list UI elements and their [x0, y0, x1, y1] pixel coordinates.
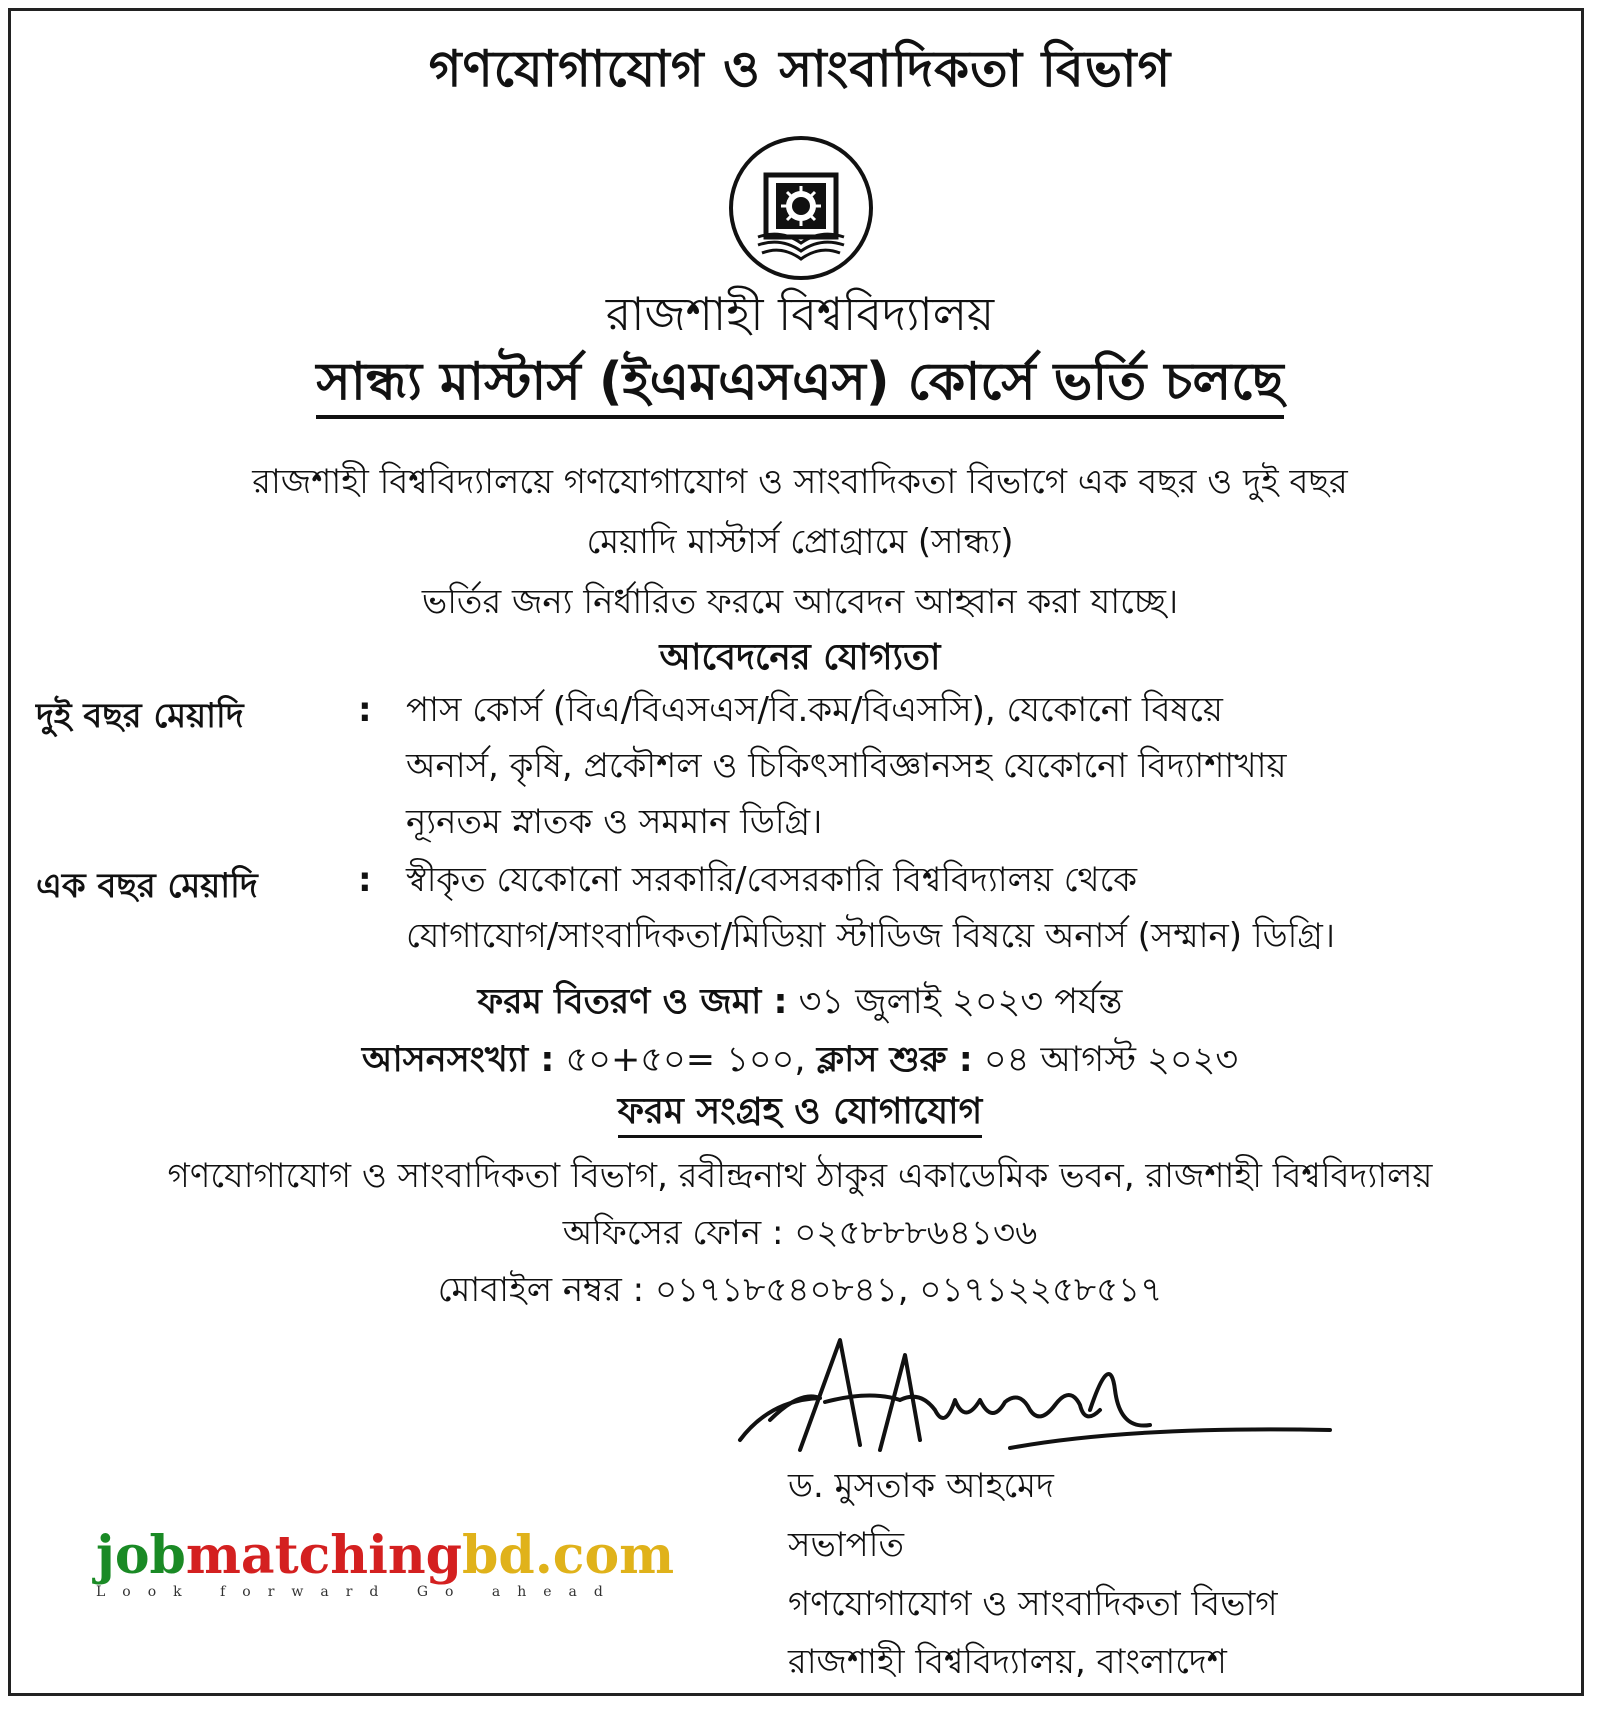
- class-start-label: ক্লাস শুরু :: [816, 1040, 973, 1080]
- watermark-wordmark: [96, 1525, 675, 1586]
- contact-address: গণযোগাযোগ ও সাংবাদিকতা বিভাগ, রবীন্দ্রনাথ ঠাকুর একাডেমিক ভবন, রাজশাহী বিশ্ববিদ্যালয়: [167, 1156, 1433, 1196]
- signatory-name: ড. মুসতাক আহমেদ: [788, 1466, 1054, 1506]
- watermark-part-2: matching: [185, 1525, 462, 1586]
- two-year-colon: :: [358, 690, 372, 730]
- mobile-numbers: ০১৭১৮৫৪০৮৪১, ০১৭১২২৫৮৫১৭: [654, 1270, 1163, 1310]
- requirement-line: স্বীকৃত যেকোনো সরকারি/বেসরকারি বিশ্ববিদ্যালয় থেকে: [406, 860, 1138, 900]
- requirement-line: যোগাযোগ/সাংবাদিকতা/মিডিয়া স্টাডিজ বিষয়ে অনার্স (সম্মান) ডিগ্রি।: [406, 916, 1335, 956]
- requirement-line: অনার্স, কৃষি, প্রকৌশল ও চিকিৎসাবিজ্ঞানসহ যেকোনো বিদ্যাশাখায়: [406, 746, 1287, 786]
- seats-value: ৫০+৫০= ১০০,: [565, 1040, 806, 1080]
- eligibility-title: আবেদনের যোগ্যতা: [659, 637, 941, 678]
- form-distribution-label: ফরম বিতরণ ও জমা :: [477, 982, 788, 1022]
- class-start-date: ০৪ আগস্ট ২০২৩: [983, 1040, 1239, 1080]
- admission-headline: [0, 352, 1600, 419]
- two-year-label: দুই বছর মেয়াদি: [36, 696, 244, 736]
- intro-line-3: ভর্তির জন্য নির্ধারিত ফরমে আবেদন আহ্বান করা যাচ্ছে।: [421, 582, 1179, 622]
- form-distribution-line: [0, 974, 1600, 1033]
- two-year-requirements: [406, 682, 1566, 850]
- signatory-university: রাজশাহী বিশ্ববিদ্যালয়, বাংলাদেশ: [788, 1642, 1227, 1682]
- one-year-colon: :: [358, 860, 372, 900]
- watermark-logo: [96, 1525, 675, 1600]
- one-year-label: এক বছর মেয়াদি: [36, 866, 258, 906]
- requirement-line: ন্যূনতম স্নাতক ও সমমান ডিগ্রি।: [406, 802, 823, 842]
- signatory-department: গণযোগাযোগ ও সাংবাদিকতা বিভাগ: [788, 1584, 1278, 1624]
- watermark-part-1: job: [96, 1525, 186, 1586]
- contact-title: [0, 1090, 1600, 1138]
- signature-icon: [730, 1330, 1340, 1480]
- watermark-part-3: bd.com: [461, 1525, 675, 1586]
- office-phone-label: অফিসের ফোন :: [562, 1213, 784, 1253]
- university-emblem-icon: [726, 133, 876, 283]
- department-heading: গণযোগাযোগ ও সাংবাদিকতা বিভাগ: [428, 40, 1172, 98]
- requirement-line: পাস কোর্স (বিএ/বিএসএস/বি.কম/বিএসসি), যেকোনো বিষয়ে: [406, 690, 1223, 730]
- mobile-label: মোবাইল নম্বর :: [437, 1270, 645, 1310]
- one-year-requirements: [406, 852, 1566, 964]
- seats-label: আসনসংখ্যা :: [361, 1040, 555, 1080]
- signatory-title: সভাপতি: [788, 1525, 904, 1565]
- mobile-line: [0, 1264, 1600, 1321]
- form-distribution-deadline: ৩১ জুলাই ২০২৩ পর্যন্ত: [798, 982, 1123, 1022]
- headline-text: সান্ধ্য মাস্টার্স (ইএমএসএস) কোর্সে ভর্তি চলছে: [316, 353, 1283, 419]
- intro-line-2: মেয়াদি মাস্টার্স প্রোগ্রামে (সান্ধ্য): [586, 522, 1014, 562]
- intro-line-1: রাজশাহী বিশ্ববিদ্যালয়ে গণযোগাযোগ ও সাংবাদিকতা বিভাগে এক বছর ও দুই বছর: [252, 462, 1348, 502]
- contact-title-text: ফরম সংগ্রহ ও যোগাযোগ: [618, 1090, 982, 1138]
- office-phone-line: [0, 1207, 1600, 1264]
- seats-and-class-line: [0, 1032, 1600, 1091]
- university-name: রাজশাহী বিশ্ববিদ্যালয়: [605, 287, 995, 341]
- office-phone-number: ০২৫৮৮৮৬৪১৩৬: [794, 1213, 1038, 1253]
- watermark-tagline: Look forward Go ahead: [96, 1584, 620, 1600]
